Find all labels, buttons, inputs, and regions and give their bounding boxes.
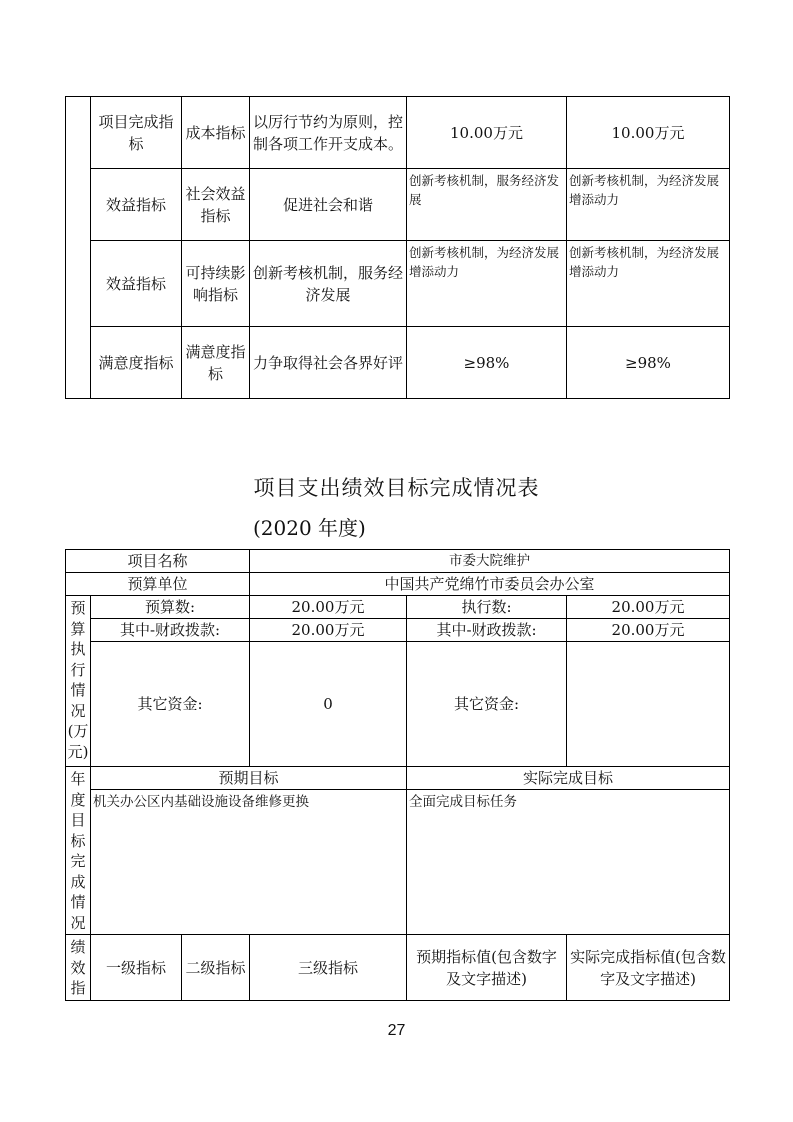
expected-goal-value: 机关办公区内基础设施设备维修更换 — [91, 790, 407, 935]
other-funds-value-executed — [567, 642, 730, 767]
fiscal-value-executed: 20.00万元 — [567, 619, 730, 642]
section-cell — [66, 97, 91, 399]
actual-value-cell: 创新考核机制，为经济发展增添动力 — [567, 169, 730, 241]
col-expected-header: 预期指标值(包含数字及文字描述) — [407, 935, 567, 1001]
col-actual-header: 实际完成指标值(包含数字及文字描述) — [567, 935, 730, 1001]
performance-table — [65, 549, 730, 1001]
level1-cell: 满意度指标 — [91, 327, 182, 399]
table-row — [66, 550, 730, 573]
table-row — [66, 935, 730, 1001]
level1-cell: 效益指标 — [91, 241, 182, 327]
expected-value-cell: 创新考核机制，为经济发展增添动力 — [407, 241, 567, 327]
budget-amount-label: 预算数: — [91, 596, 250, 619]
level3-cell: 以厉行节约为原则，控制各项工作开支成本。 — [250, 97, 407, 169]
level1-cell: 效益指标 — [91, 169, 182, 241]
perf-section-label: 绩效指 — [66, 935, 91, 1001]
table-row — [66, 97, 730, 169]
page-number: 27 — [387, 1022, 406, 1039]
table-row — [66, 241, 730, 327]
executed-value: 20.00万元 — [567, 596, 730, 619]
level2-cell: 可持续影响指标 — [182, 241, 250, 327]
project-name-label: 项目名称 — [66, 550, 250, 573]
other-funds-label: 其它资金: — [91, 642, 250, 767]
expected-value-cell: ≥98% — [407, 327, 567, 399]
budget-unit-value: 中国共产党绵竹市委员会办公室 — [250, 573, 730, 596]
table-row — [66, 790, 730, 935]
actual-value-cell: 10.00万元 — [567, 97, 730, 169]
actual-value-cell: 创新考核机制，为经济发展增添动力 — [567, 241, 730, 327]
fiscal-label-executed: 其中-财政拨款: — [407, 619, 567, 642]
budget-section-label: 预算执行情况(万元) — [66, 596, 91, 767]
executed-label: 执行数: — [407, 596, 567, 619]
col-level2-header: 二级指标 — [182, 935, 250, 1001]
level2-cell: 成本指标 — [182, 97, 250, 169]
table-row — [66, 767, 730, 790]
level2-cell: 社会效益指标 — [182, 169, 250, 241]
budget-unit-label: 预算单位 — [66, 573, 250, 596]
level3-cell: 促进社会和谐 — [250, 169, 407, 241]
fiscal-value: 20.00万元 — [250, 619, 407, 642]
expected-value-cell: 创新考核机制，服务经济发展 — [407, 169, 567, 241]
level3-cell: 创新考核机制，服务经济发展 — [250, 241, 407, 327]
year-label: (2020 年度) — [253, 516, 366, 540]
budget-amount-value: 20.00万元 — [250, 596, 407, 619]
other-funds-value: 0 — [250, 642, 407, 767]
expected-goal-label: 预期目标 — [91, 767, 407, 790]
actual-goal-label: 实际完成目标 — [407, 767, 730, 790]
other-funds-label-executed: 其它资金: — [407, 642, 567, 767]
level3-cell: 力争取得社会各界好评 — [250, 327, 407, 399]
expected-value-cell: 10.00万元 — [407, 97, 567, 169]
level2-cell: 满意度指标 — [182, 327, 250, 399]
col-level3-header: 三级指标 — [250, 935, 407, 1001]
table-row — [66, 642, 730, 767]
table-row — [66, 596, 730, 619]
page-title: 项目支出绩效目标完成情况表 — [253, 476, 540, 500]
fiscal-label: 其中-财政拨款: — [91, 619, 250, 642]
project-name-value: 市委大院维护 — [250, 550, 730, 573]
level1-cell: 项目完成指标 — [91, 97, 182, 169]
table-row — [66, 573, 730, 596]
table-row — [66, 619, 730, 642]
annual-section-label: 年度目标完成情况 — [66, 767, 91, 935]
table-row — [66, 327, 730, 399]
actual-value-cell: ≥98% — [567, 327, 730, 399]
col-level1-header: 一级指标 — [91, 935, 182, 1001]
table-row — [66, 169, 730, 241]
indicator-table-continued — [65, 96, 730, 399]
actual-goal-value: 全面完成目标任务 — [407, 790, 730, 935]
